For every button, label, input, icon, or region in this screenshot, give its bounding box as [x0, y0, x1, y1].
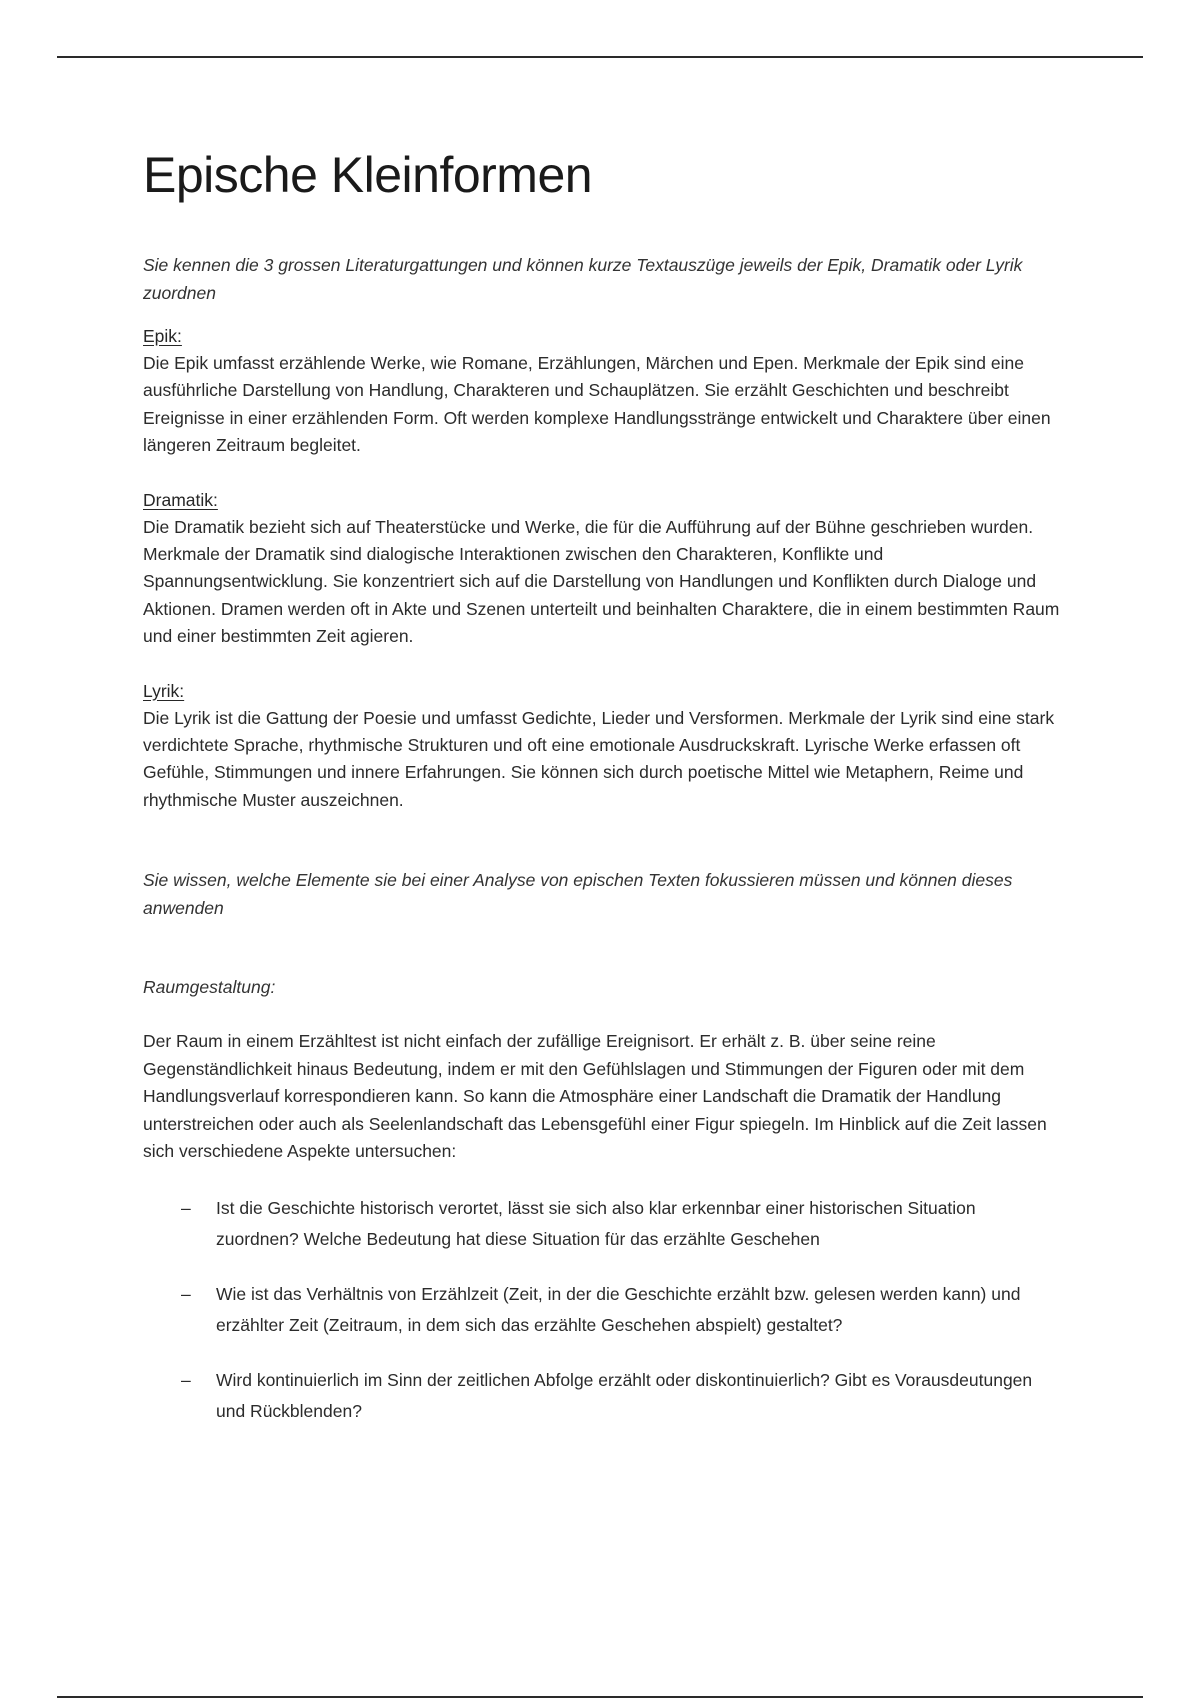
list-item [143, 1193, 1063, 1255]
bullet-dash-icon: – [181, 1284, 191, 1305]
section-heading-dramatik: Dramatik: [143, 489, 218, 510]
list-item [143, 1365, 1063, 1427]
document-body [143, 145, 1063, 1451]
section-text-dramatik: Die Dramatik bezieht sich auf Theaterstücke und Werke, die für die Aufführung auf der Bühne geschrieben wurden. Merkmale der Dramatik sind dialogische Interaktionen zwischen den Charakteren, Konflikte und Spannungsentwicklung. Sie konzentriert sich auf die Darstellung von Handlungen und Konflikten durch Dialoge und Aktionen. Dramen werden oft in Akte und Szenen unterteilt und beinhalten Charaktere, die in einem bestimmten Raum und einer bestimmten Zeit agieren. [143, 516, 1060, 647]
section-epik [143, 323, 1063, 460]
aspect-list [143, 1193, 1063, 1427]
bullet-dash-icon: – [181, 1198, 191, 1219]
section-heading-lyrik: Lyrik: [143, 680, 185, 701]
page-title: Epische Kleinformen [143, 147, 593, 203]
section-text-lyrik: Die Lyrik ist die Gattung der Poesie und umfasst Gedichte, Lieder und Versformen. Merkmale der Lyrik sind eine stark verdichtete Sprache, rhythmische Strukturen und oft eine emotionale Ausdruckskraft. Lyrische Werke erfassen oft Gefühle, Stimmungen und innere Erfahrungen. Sie können sich durch poetische Mittel wie Metaphern, Reime und rhythmische Muster auszeichnen. [143, 707, 1055, 810]
list-item-text: Wie ist das Verhältnis von Erzählzeit (Zeit, in der die Geschichte erzählt bzw. gelesen werden kann) und erzählter Zeit (Zeitraum, in dem sich das erzählte Geschehen abspielt) gestaltet? [216, 1284, 1021, 1336]
list-item-text: Ist die Geschichte historisch verortet, lässt sie sich also klar erkennbar einer historischen Situation zuordnen? Welche Bedeutung hat diese Situation für das erzählte Geschehen [216, 1198, 976, 1250]
bullet-dash-icon: – [181, 1370, 191, 1391]
raumgestaltung-text: Der Raum in einem Erzähltest ist nicht einfach der zufällige Ereignisort. Er erhält z. B. über seine reine Gegenständlichkeit hinaus Bedeutung, indem er mit den Gefühlslagen und Stimmungen der Figuren oder mit dem Handlungsverlauf korrespondieren kann. So kann die Atmosphäre einer Landschaft die Dramatik der Handlung unterstreichen oder auch als Seelenlandschaft das Lebensgefühl einer Figur spiegeln. Im Hinblick auf die Zeit lassen sich verschiedene Aspekte untersuchen: [143, 1031, 1047, 1161]
learning-objective-1: Sie kennen die 3 grossen Literaturgattungen und können kurze Textauszüge jeweils der Epik, Dramatik oder Lyrik zuordnen [143, 255, 1023, 303]
learning-objective-2: Sie wissen, welche Elemente sie bei einer Analyse von epischen Texten fokussieren müssen und können dieses anwenden [143, 870, 1013, 919]
list-item [143, 1279, 1063, 1341]
footer-rule [57, 1696, 1143, 1698]
section-dramatik [143, 487, 1063, 651]
list-item-text: Wird kontinuierlich im Sinn der zeitlichen Abfolge erzählt oder diskontinuierlich? Gibt es Vorausdeutungen und Rückblenden? [216, 1370, 1033, 1422]
raumgestaltung-heading: Raumgestaltung: [143, 977, 276, 998]
section-lyrik [143, 678, 1063, 815]
header-rule [57, 56, 1143, 58]
section-heading-epik: Epik: [143, 326, 182, 346]
section-text-epik: Die Epik umfasst erzählende Werke, wie Romane, Erzählungen, Märchen und Epen. Merkmale der Epik sind eine ausführliche Darstellung von Handlung, Charakteren und Schauplätzen. Sie erzählt Geschichten und beschreibt Ereignisse in einer erzählenden Form. Oft werden komplexe Handlungsstränge entwickelt und Charaktere über einen längeren Zeitraum begleitet. [143, 353, 1051, 456]
